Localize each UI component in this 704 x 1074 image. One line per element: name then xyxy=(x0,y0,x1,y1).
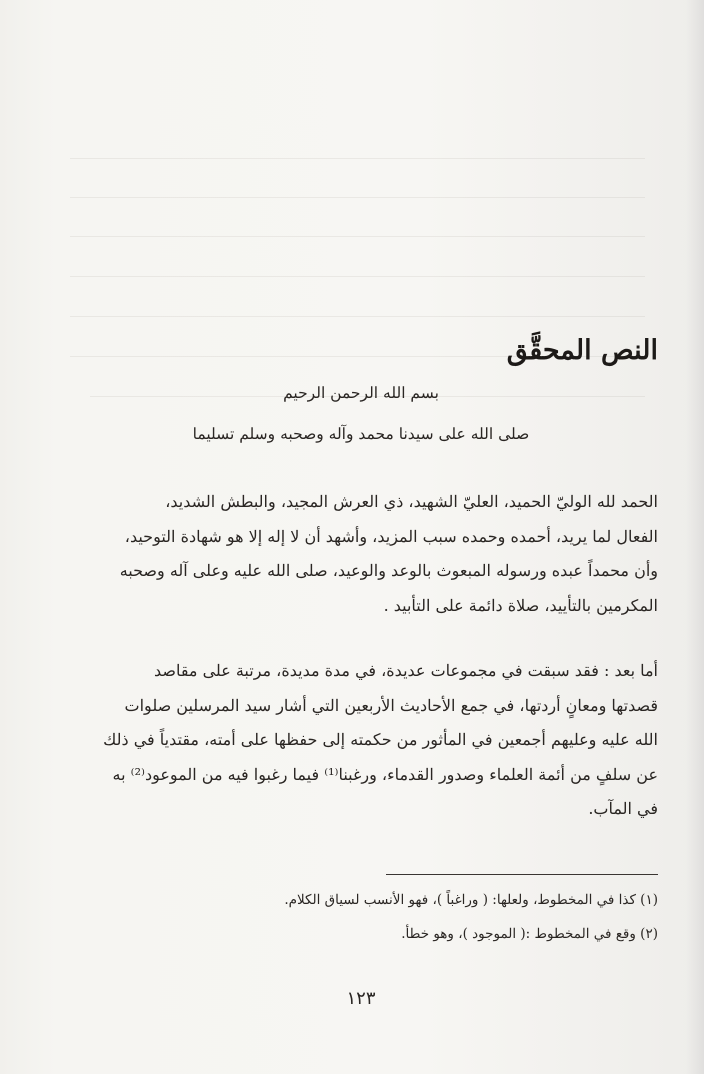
text-line: وأن محمداً عبده ورسوله المبعوث بالوعد والوعيد، صلى الله عليه وعلى آله وصحبه xyxy=(119,561,658,580)
section-heading: النص المحقَّق xyxy=(506,335,658,366)
salutation-line: صلى الله على سيدنا محمد وآله وصحبه وسلم تسليما xyxy=(192,425,530,443)
text-line: الفعال لما يريد، أحمده وحمده سبب المزيد، وأشهد أن لا إله إلا هو شهادة التوحيد، xyxy=(124,526,658,546)
bleed-through-line xyxy=(70,236,645,237)
text-line: الحمد لله الوليّ الحميد، العليّ الشهيد، ذي العرش المجيد، والبطش الشديد، xyxy=(165,492,658,511)
footnote-1: (١) كذا في المخطوط، ولعلها: ( وراغباً )، فهو الأنسب لسياق الكلام. xyxy=(284,892,658,908)
bleed-through-line xyxy=(70,276,645,277)
page-number: ١٢٣ xyxy=(346,988,376,1009)
text-line: عن سلفٍ من أئمة العلماء وصدور القدماء، ورغبنا⁽¹⁾ فيما رغبوا فيه من الموعود⁽²⁾ به xyxy=(112,764,658,784)
bleed-through-line xyxy=(70,197,645,198)
basmala: بسم الله الرحمن الرحيم xyxy=(283,384,439,402)
paragraph-introduction xyxy=(64,654,658,827)
text-line: المكرمين بالتأييد، صلاة دائمة على التأبيد . xyxy=(383,595,658,615)
text-line: في المآب. xyxy=(588,799,658,818)
bleed-through-line xyxy=(70,158,645,159)
text-line: قصدتها ومعانٍ أردتها، في جمع الأحاديث الأربعين التي أشار سيد المرسلين صلوات xyxy=(124,695,658,715)
footnote-2: (٢) وقع في المخطوط :( الموجود )، وهو خطأ. xyxy=(401,926,658,942)
page-edge-shadow xyxy=(686,0,704,1074)
footnote-separator xyxy=(386,874,658,875)
text-line: الله عليه وعليهم أجمعين في المأثور من حكمته إلى حفظها على أمته، مقتدياً في ذلك xyxy=(103,730,658,749)
text-line: أما بعد : فقد سبقت في مجموعات عديدة، في مدة مديدة، مرتبة على مقاصد xyxy=(153,661,658,680)
bleed-through-line xyxy=(70,316,645,317)
paragraph-praise xyxy=(64,485,658,623)
